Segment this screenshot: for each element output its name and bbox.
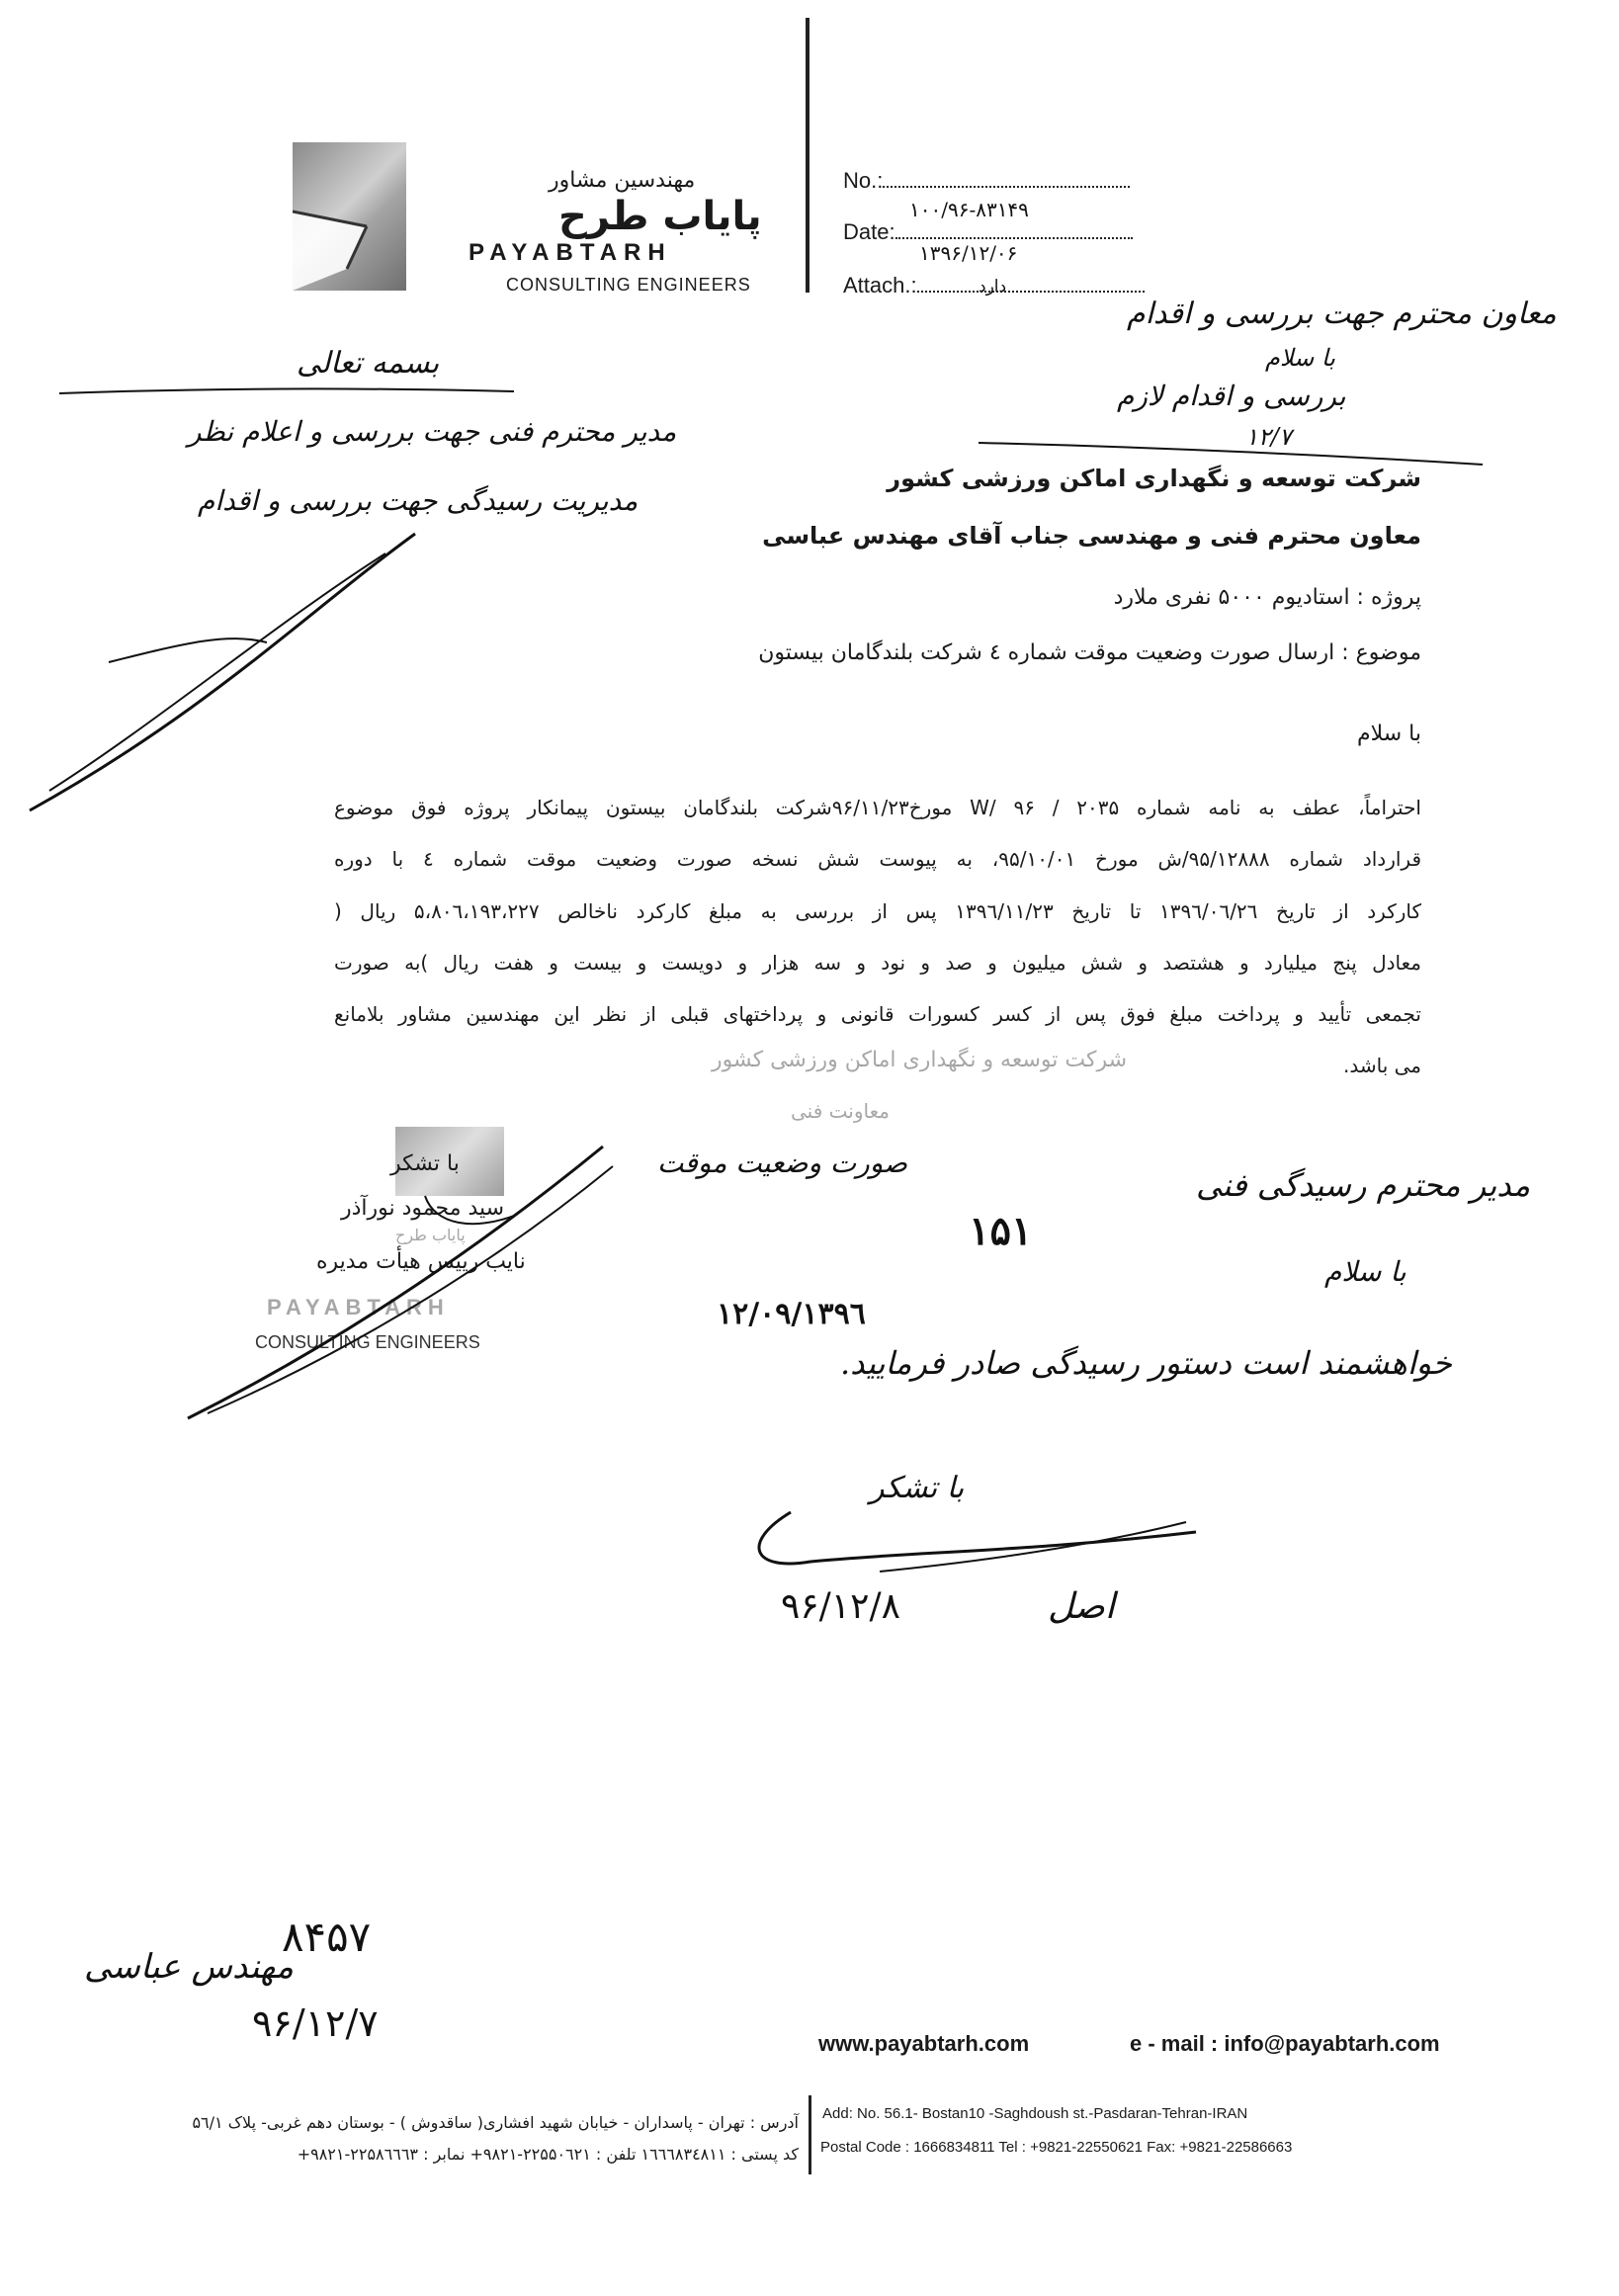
stamp-fa-name: پایاب طرح bbox=[395, 1226, 466, 1244]
letter-number-value: ۱۰۰/۹۶-۸۳۱۴۹ bbox=[909, 198, 1029, 221]
body-line: کارکرد از تاریخ ۱۳۹٦/۰٦/۲٦ تا تاریخ ۱۳۹٦/۱۱/۲۳ پس از بررسی به مبلغ کارکرد ناخالص ۵،۸۰٦،۱۹۳،۲۲۷ ریال ( bbox=[334, 899, 1421, 923]
footer-contact-fa: کد پستی : ۱٦٦٦۸۳٤۸۱۱ تلفن : ۲۲۵۵۰٦۲۱-۹۸۲۱+ نمابر : ۲۲۵۸٦٦٦۳-۹۸۲۱+ bbox=[297, 2145, 799, 2164]
letter-date-label: Date: bbox=[843, 219, 895, 244]
received-stamp-dept: معاونت فنی bbox=[791, 1099, 890, 1123]
handwritten-referral-number: ۱۲/۷ bbox=[1245, 423, 1292, 451]
letter-number-label: No.: bbox=[843, 168, 884, 193]
subject-line: موضوع : ارسال صورت وضعیت موقت شماره ٤ شرکت بلندگامان بیستون bbox=[758, 640, 1421, 665]
received-stamp-subject: صورت وضعیت موقت bbox=[657, 1147, 908, 1179]
handwritten-signature-strokes bbox=[10, 494, 425, 820]
letter-attachment-label: Attach.: bbox=[843, 273, 917, 298]
company-en-name: PAYABTARH bbox=[469, 239, 672, 266]
handwritten-bismillah: بسمه تعالی bbox=[297, 346, 440, 381]
handwritten-request: خواهشمند است دستور رسیدگی صادر فرمایید. bbox=[840, 1344, 1452, 1382]
project-line: پروژه : استادیوم ۵۰۰۰ نفری ملارد bbox=[1113, 585, 1421, 610]
closing-thanks: با تشکر bbox=[390, 1151, 460, 1176]
company-logo bbox=[293, 142, 406, 291]
handwritten-underline bbox=[59, 383, 514, 403]
stamp-en-name: PAYABTARH bbox=[267, 1295, 450, 1319]
received-stamp-org: شرکت توسعه و نگهداری اماکن ورزشی کشور bbox=[712, 1048, 1128, 1072]
footer-divider bbox=[809, 2095, 811, 2174]
received-stamp-date: ۱۳۹٦/۱۲/۰۹ bbox=[717, 1297, 866, 1331]
signature-strokes bbox=[178, 1137, 613, 1423]
handwritten-thanks: با تشکر bbox=[870, 1471, 965, 1505]
body-line: احتراماً، عطف به نامه شماره ۲۰۳۵ / ۹۶ /W مورخ۹۶/۱۱/۲۳شرکت بلندگامان بیستون پیمانکار پروژه فوق موضوع bbox=[334, 796, 1421, 819]
recipient-person: معاون محترم فنی و مهندسی جناب آقای مهندس عباسی bbox=[762, 522, 1421, 550]
handwritten-registry-number: ۸۴۵۷ bbox=[282, 1913, 372, 1961]
body-line: تجمعی تأیید و پرداخت مبلغ فوق پس از کسر کسورات قانونی و پرداختهای قبلی از نظر این مهندسین مشاور بلامانع bbox=[334, 1002, 1421, 1026]
handwritten-greeting: با سلام bbox=[1324, 1255, 1406, 1288]
footer-address-en: Add: No. 56.1- Bostan10 -Saghdoush st.-Pasdaran-Tehran-IRAN bbox=[822, 2105, 1248, 2122]
footer-contact-en: Postal Code : 1666834811 Tel : +9821-22550621 Fax: +9821-22586663 bbox=[820, 2139, 1293, 2156]
body-line: معادل پنج میلیارد و هشتصد و شش میلیون و صد و نود و سه هزار و دویست و بیست و هفت ریال )به صورت bbox=[334, 951, 1421, 975]
handwritten-referral-greeting: با سلام bbox=[1265, 344, 1335, 372]
handwritten-note-review: مدیریت رسیدگی جهت بررسی و اقدام bbox=[198, 484, 639, 517]
handwritten-date: ۹۶/۱۲/۸ bbox=[781, 1586, 900, 1627]
footer-website[interactable]: www.payabtarh.com bbox=[818, 2031, 1030, 2056]
body-last-line: می باشد. bbox=[1342, 1054, 1421, 1077]
handwritten-referral-line3: بررسی و اقدام لازم bbox=[1117, 380, 1346, 412]
handwritten-original: اصل bbox=[1048, 1586, 1115, 1627]
company-en-subtitle: CONSULTING ENGINEERS bbox=[506, 275, 751, 295]
letter-date-value: ۱۳۹۶/۱۲/۰۶ bbox=[919, 241, 1018, 265]
stamp-en-sub: CONSULTING ENGINEERS bbox=[255, 1332, 480, 1352]
handwritten-registry-date: ۹۶/۱۲/۷ bbox=[252, 2001, 379, 2045]
company-fa-name: پایاب طرح bbox=[558, 194, 762, 239]
company-fa-subtitle: مهندسین مشاور bbox=[549, 168, 696, 193]
received-stamp-number: ۱۵۱ bbox=[969, 1208, 1033, 1254]
header-divider bbox=[806, 18, 810, 293]
handwritten-note-technical: مدیر محترم فنی جهت بررسی و اعلام نظر bbox=[188, 415, 677, 448]
handwritten-registry-name: مهندس عباسی bbox=[84, 1947, 295, 1987]
signatory-title: نایب رییس هیأت مدیره bbox=[316, 1249, 526, 1274]
handwritten-technical-manager: مدیر محترم رسیدگی فنی bbox=[1196, 1166, 1531, 1204]
letter-number bbox=[843, 168, 1130, 194]
signatory-name: سید محمود نورآذر bbox=[341, 1196, 505, 1221]
letter-attachment-value: دارد bbox=[979, 277, 1007, 297]
footer-email[interactable]: e - mail : info@payabtarh.com bbox=[1130, 2031, 1440, 2056]
body-line: قرارداد شماره ۹۵/۱۲۸۸۸/ش مورخ ۹۵/۱۰/۰۱، به پیوست شش نسخه صورت وضعیت موقت شماره ٤ با دوره bbox=[334, 847, 1421, 871]
footer-address-fa: آدرس : تهران - پاسداران - خیابان شهید افشاری( ساقدوش ) - بوستان دهم غربی- پلاک ۵٦/۱ bbox=[192, 2113, 799, 2132]
handwritten-signature bbox=[731, 1502, 1206, 1581]
recipient-org: شرکت توسعه و نگهداری اماکن ورزشی کشور bbox=[887, 465, 1421, 492]
greeting: با سلام bbox=[1356, 722, 1421, 746]
handwritten-referral-line1: معاون محترم جهت بررسی و اقدام bbox=[1127, 297, 1557, 331]
